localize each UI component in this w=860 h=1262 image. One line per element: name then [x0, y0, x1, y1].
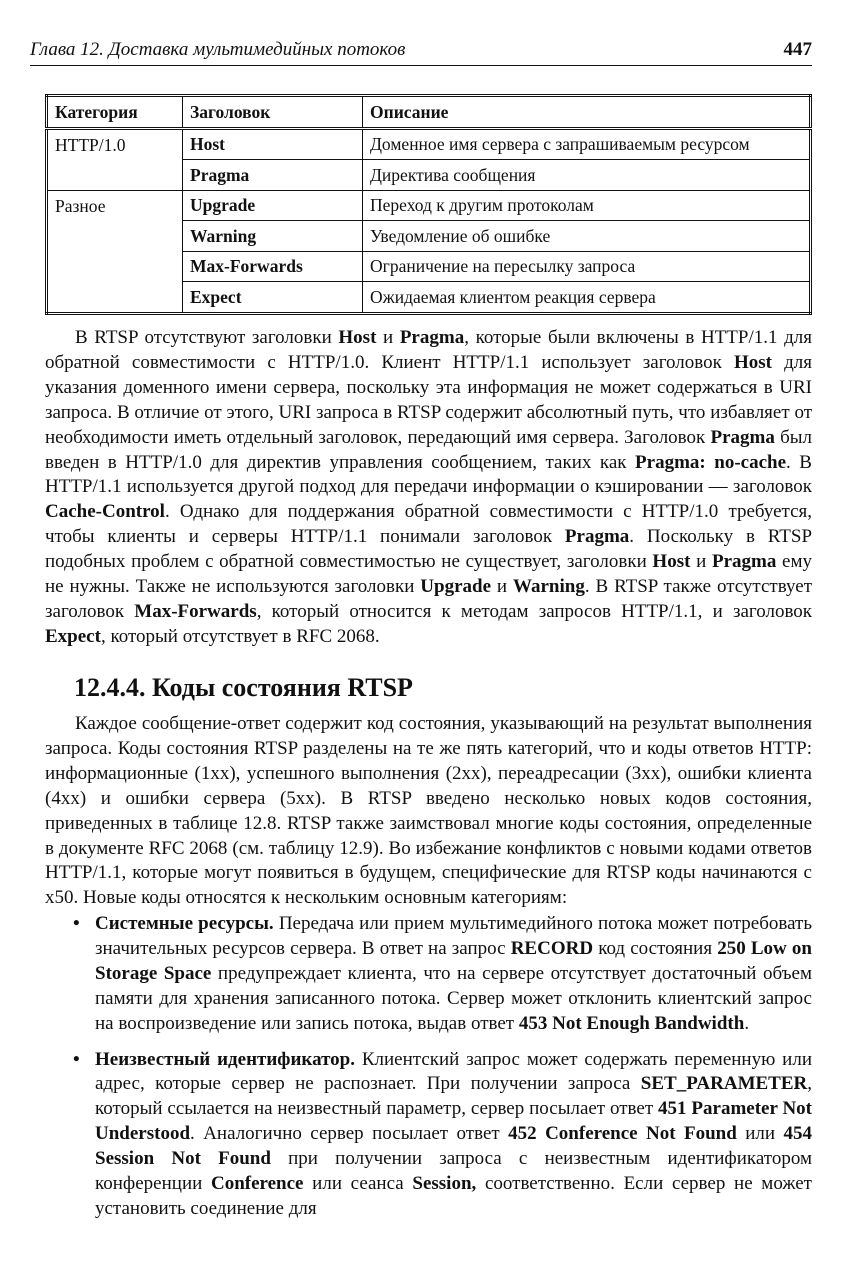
list-item-text: Неизвестный идентификатор. Клиентский запрос может содержать переменную или адрес, которые сервер не распознает. При получении запроса SET_PARAMETER, который ссылается на неизвестный параметр, сервер посылает ответ 451 Parameter Not Understood. Аналогично сервер посылает ответ 452 Conference Not Found или 454 Session Not Found при получении запроса с неизвестным идентификатором конференции Conference или сеанса Session, соответственно. Если сервер не может установить соединение для — [95, 1048, 813, 1219]
page-number: 447 — [783, 39, 812, 60]
bold-term: Pragma — [710, 426, 775, 448]
bold-term: Host — [733, 351, 772, 373]
bold-term: Host — [338, 327, 377, 348]
bold-term: Conference — [210, 1173, 304, 1195]
list-item-text: Системные ресурсы. Передача или прием мультимедийного потока может потребовать значительных ресурсов сервера. В ответ на запрос RECORD код состояния 250 Low on Storage Space предупреждает клиента, что на сервере отсутствует достаточный объем памяти для хранения записанного потока. Сервер может отклонить клиентский запрос на воспроизведение или запись потока, выдав ответ 453 Not Enough Bandwidth. — [95, 913, 813, 1034]
bold-term: Max-Forwards — [134, 600, 257, 622]
list-item — [45, 912, 812, 1037]
bold-term: Неизвестный идентификатор. — [95, 1048, 355, 1070]
bold-term: SET_PARAMETER — [640, 1073, 808, 1095]
list-item — [45, 1048, 812, 1222]
bold-term: Host — [652, 551, 691, 573]
bold-term: Session, — [412, 1173, 477, 1195]
description-cell: Доменное имя сервера с запрашиваемым ресурсом — [363, 128, 811, 160]
category-cell: Разное — [47, 190, 183, 313]
header-name-cell: Max-Forwards — [183, 251, 363, 282]
category-cell: HTTP/1.0 — [47, 128, 183, 190]
bold-term: 453 Not Enough Bandwidth — [518, 1012, 745, 1034]
header-name-cell: Pragma — [183, 160, 363, 191]
header-name-cell: Expect — [183, 282, 363, 314]
column-header: Заголовок — [183, 96, 363, 129]
description-cell: Ограничение на пересылку запроса — [363, 251, 811, 282]
bold-term: 452 Conference Not Found — [508, 1123, 737, 1145]
bold-term: Pragma — [711, 551, 777, 573]
running-header — [30, 38, 812, 66]
header-name-cell: Upgrade — [183, 190, 363, 221]
description-cell: Ожидаемая клиентом реакция сервера — [363, 282, 811, 314]
chapter-title: Глава 12. Доставка мультимедийных потоков — [30, 39, 406, 60]
category-list — [45, 912, 812, 1233]
table-header-row — [47, 96, 811, 129]
bold-term: 250 Low on Storage Space — [95, 937, 812, 984]
bold-term: 454 Session Not Found — [95, 1123, 813, 1170]
description-cell: Директива сообщения — [363, 160, 811, 191]
bold-term: Системные ресурсы. — [95, 913, 274, 934]
table-row — [47, 128, 811, 160]
bold-term: Warning — [513, 576, 585, 598]
header-name-cell: Host — [183, 128, 363, 160]
bold-term: Pragma: no-cache — [635, 451, 787, 473]
column-header: Категория — [47, 96, 183, 129]
description-cell: Переход к другим протоколам — [363, 190, 811, 221]
table-row — [47, 190, 811, 221]
description-cell: Уведомление об ошибке — [363, 221, 811, 252]
bullet-icon: • — [73, 913, 80, 934]
body-paragraph-status-codes — [45, 712, 812, 911]
bold-term: Cache-Control — [45, 501, 165, 523]
paragraph: Каждое сообщение-ответ содержит код состояния, указывающий на результат выполнения запроса. Коды состояния RTSP разделены на те же пять категорий, что и коды ответов HTTP: информационные (1xx), успешного выполнения (2xx), переадресации (3xx), ошибки клиента (4xx) и ошибки сервера (5xx). В RTSP введено несколько новых кодов состояния, приведенных в таблице 12.8. RTSP также заимствовал многие коды состояния, определенные в документе RFC 2068 (см. таблицу 12.9). Во избежание конфликтов с новыми кодами ответов HTTP/1.1, которые могут появиться в будущем, специфические для RTSP коды начинаются с x50. Новые коды относятся к нескольким основным категориям: — [45, 713, 812, 909]
bold-term: 451 Parameter Not Understood — [95, 1098, 812, 1145]
column-header: Описание — [363, 96, 811, 129]
bold-term: RECORD — [510, 937, 594, 959]
bold-term: Upgrade — [420, 576, 492, 598]
bullet-icon: • — [73, 1048, 80, 1070]
section-heading: 12.4.4. Коды состояния RTSP — [74, 673, 413, 702]
bold-term: Expect — [45, 625, 101, 647]
headers-table — [45, 94, 812, 315]
bold-term: Pragma — [564, 526, 630, 548]
header-name-cell: Warning — [183, 221, 363, 252]
paragraph: В RTSP отсутствуют заголовки Host и Pragma, которые были включены в HTTP/1.1 для обратной совместимости с HTTP/1.0. Клиент HTTP/1.1 использует заголовок Host для указания доменного имени сервера, поскольку эта информация не может содержаться в URI запроса. В отличие от этого, URI запроса в RTSP содержит абсолютный путь, что избавляет от необходимости иметь отдельный заголовок, передающий имя сервера. Заголовок Pragma был введен в HTTP/1.0 для директив управления сообщением, таких как Pragma: no-cache. В HTTP/1.1 используется другой подход для передачи информации о кэшировании — заголовок Cache-Control. Однако для поддержания обратной совместимости с HTTP/1.0 требуется, чтобы клиенты и серверы HTTP/1.1 понимали заголовок Pragma. Поскольку в RTSP подобных проблем с обратной совместимостью не существует, заголовки Host и Pragma ему не нужны. Также не используются заголовки Upgrade и Warning. В RTSP также отсутствует заголовок Max-Forwards, который относится к методам запросов HTTP/1.1, и заголовок Expect, который отсутствует в RFC 2068. — [45, 327, 813, 647]
body-paragraph-headers — [45, 326, 812, 650]
bold-term: Pragma — [399, 327, 465, 348]
